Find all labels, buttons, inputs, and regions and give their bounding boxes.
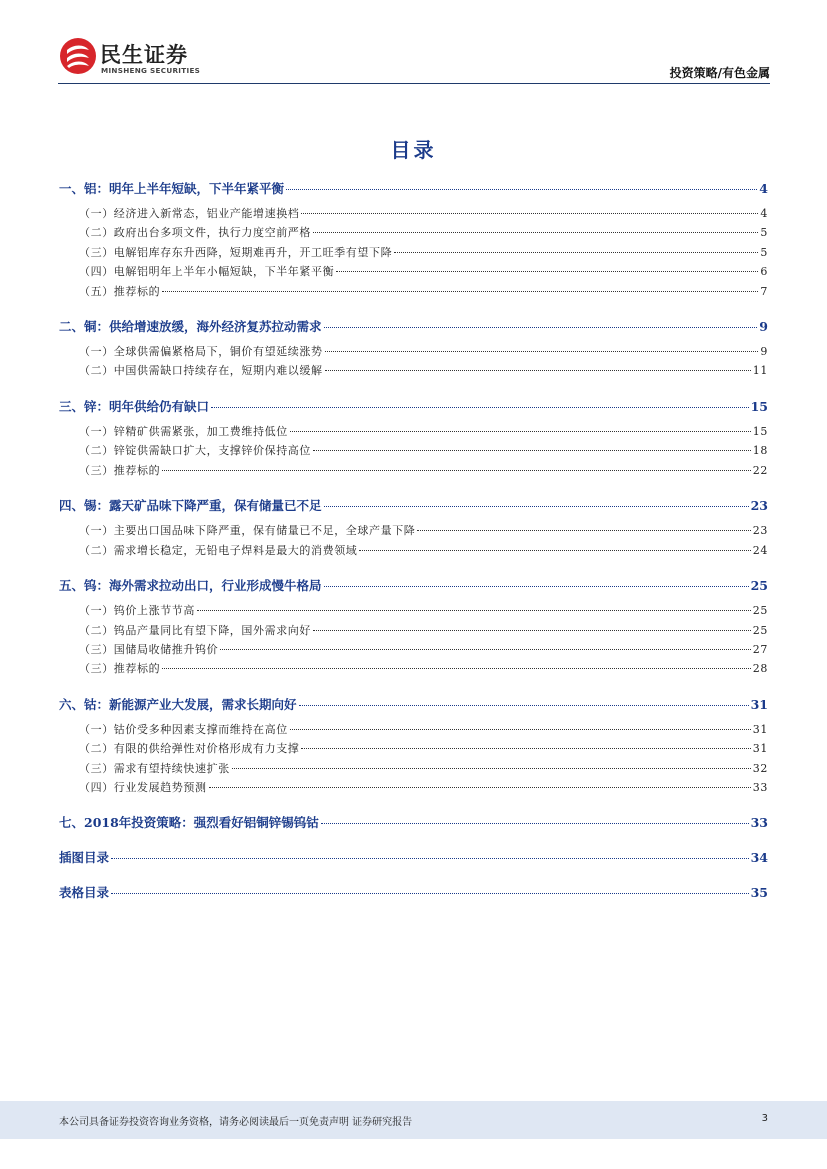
dot-leader — [301, 748, 750, 749]
toc-entry-label: （二）钨品产量同比有望下降，国外需求向好 — [79, 623, 311, 637]
dot-leader — [321, 823, 749, 824]
logo-english-name: MINSHENG SECURITIES — [101, 66, 201, 75]
dot-leader — [325, 370, 751, 371]
toc-section-entry[interactable] — [59, 695, 768, 712]
toc-entry-label: 七、2018年投资策略：强烈看好铝铜锌锡钨钴 — [59, 815, 319, 831]
table-of-contents — [59, 176, 768, 900]
dot-leader — [324, 327, 758, 328]
toc-entry-label: （一）全球供需偏紧格局下，铜价有望延续涨势 — [79, 345, 323, 359]
dot-leader — [111, 858, 749, 859]
dot-leader — [162, 291, 758, 292]
toc-entry-label: （三）需求有望持续快速扩张 — [79, 761, 230, 775]
report-category: 投资策略/有色金属 — [669, 66, 770, 80]
toc-subsection-entry[interactable] — [59, 660, 768, 677]
toc-subsection-entry[interactable] — [59, 542, 768, 559]
toc-entry-page: 24 — [752, 543, 768, 557]
toc-subsection-entry[interactable] — [59, 224, 768, 241]
company-logo — [58, 36, 248, 80]
toc-entry-page: 33 — [752, 780, 768, 794]
toc-entry-page: 23 — [750, 498, 768, 514]
toc-entry-label: （二）有限的供给弹性对价格形成有力支撑 — [79, 742, 300, 756]
toc-entry-page: 28 — [752, 662, 768, 676]
toc-entry-label: （三）推荐标的 — [79, 662, 161, 676]
toc-subsection-entry[interactable] — [59, 442, 768, 459]
dot-leader — [324, 506, 749, 507]
toc-subsection-entry[interactable] — [59, 740, 768, 757]
toc-entry-page: 31 — [752, 722, 768, 736]
toc-entry-label: 插图目录 — [59, 850, 110, 866]
toc-section-entry[interactable] — [59, 179, 768, 196]
page-header — [58, 30, 770, 82]
dot-leader — [290, 729, 751, 730]
toc-subsection-entry[interactable] — [59, 622, 768, 639]
footer-disclaimer: 本公司具备证券投资咨询业务资格，请务必阅读最后一页免责声明 证券研究报告 — [59, 1117, 413, 1128]
toc-section-entry[interactable] — [59, 813, 768, 830]
toc-entry-page: 25 — [752, 604, 768, 618]
toc-entry-page: 33 — [750, 815, 768, 831]
toc-entry-label: （三）国储局收储推升钨价 — [79, 642, 219, 656]
toc-entry-page: 31 — [750, 696, 768, 712]
minsheng-logo-icon — [58, 36, 98, 76]
toc-entry-label: 五、钨：海外需求拉动出口，行业形成慢牛格局 — [59, 578, 322, 594]
toc-entry-page: 15 — [750, 398, 768, 414]
toc-entry-label: 二、铜：供给增速放缓，海外经济复苏拉动需求 — [59, 319, 322, 335]
toc-section-entry[interactable] — [59, 883, 768, 900]
toc-entry-page: 15 — [752, 424, 768, 438]
dot-leader — [394, 252, 758, 253]
toc-entry-page: 18 — [752, 444, 768, 458]
page-footer — [0, 1101, 827, 1139]
toc-entry-label: 一、铝：明年上半年短缺，下半年紧平衡 — [59, 181, 285, 196]
toc-subsection-entry[interactable] — [59, 423, 768, 440]
dot-leader — [313, 450, 751, 451]
toc-entry-page: 4 — [759, 181, 768, 196]
toc-subsection-entry[interactable] — [59, 462, 768, 479]
toc-entry-page: 11 — [752, 364, 768, 378]
toc-entry-page: 23 — [752, 524, 768, 538]
toc-subsection-entry[interactable] — [59, 602, 768, 619]
toc-entry-label: （一）锌精矿供需紧张，加工费维持低位 — [79, 424, 288, 438]
toc-subsection-entry[interactable] — [59, 721, 768, 738]
dot-leader — [359, 550, 750, 551]
toc-subsection-entry[interactable] — [59, 205, 768, 222]
dot-leader — [162, 470, 751, 471]
toc-entry-label: （二）政府出台多项文件，执行力度空前严格 — [79, 226, 311, 240]
toc-subsection-entry[interactable] — [59, 641, 768, 658]
toc-subsection-entry[interactable] — [59, 283, 768, 300]
dot-leader — [211, 407, 749, 408]
toc-subsection-entry[interactable] — [59, 779, 768, 796]
toc-entry-label: （一）经济进入新常态，铝业产能增速换档 — [79, 207, 300, 220]
toc-entry-page: 25 — [752, 623, 768, 637]
toc-entry-page: 22 — [752, 463, 768, 477]
toc-section-entry[interactable] — [59, 848, 768, 865]
toc-subsection-entry[interactable] — [59, 263, 768, 280]
toc-entry-label: （二）需求增长稳定，无铅电子焊料是最大的消费领域 — [79, 543, 358, 557]
toc-entry-page: 5 — [760, 245, 768, 259]
page-number: 3 — [761, 1113, 768, 1124]
toc-entry-label: 六、钴：新能源产业大发展，需求长期向好 — [59, 696, 297, 712]
dot-leader — [336, 271, 758, 272]
dot-leader — [220, 649, 751, 650]
dot-leader — [417, 530, 750, 531]
toc-entry-page: 6 — [760, 265, 768, 279]
toc-entry-label: 三、锌：明年供给仍有缺口 — [59, 398, 210, 414]
toc-subsection-entry[interactable] — [59, 522, 768, 539]
toc-section-entry[interactable] — [59, 576, 768, 593]
toc-entry-page: 31 — [752, 742, 768, 756]
toc-title: 目录 — [390, 138, 437, 162]
toc-entry-label: （三）推荐标的 — [79, 463, 161, 477]
logo-chinese-name: 民生证券 — [100, 43, 188, 67]
toc-entry-label: （五）推荐标的 — [79, 284, 161, 298]
toc-entry-label: （三）电解铝库存东升西降，短期难再升，开工旺季有望下降 — [79, 245, 393, 259]
toc-subsection-entry[interactable] — [59, 343, 768, 360]
toc-entry-page: 35 — [750, 885, 768, 901]
toc-entry-page: 25 — [750, 578, 768, 594]
toc-entry-page: 32 — [752, 761, 768, 775]
toc-entry-page: 5 — [760, 226, 768, 240]
dot-leader — [325, 351, 759, 352]
dot-leader — [290, 431, 751, 432]
dot-leader — [111, 893, 749, 894]
toc-entry-label: （二）锌锭供需缺口扩大，支撑锌价保持高位 — [79, 444, 311, 458]
dot-leader — [232, 768, 751, 769]
toc-entry-label: 四、锡：露天矿品味下降严重，保有储量已不足 — [59, 498, 322, 514]
toc-entry-label: （二）中国供需缺口持续存在，短期内难以缓解 — [79, 364, 323, 378]
toc-entry-page: 9 — [760, 345, 768, 359]
toc-entry-page: 7 — [760, 284, 768, 298]
toc-entry-page: 4 — [760, 207, 768, 220]
toc-entry-page: 27 — [752, 642, 768, 656]
toc-entry-label: （四）电解铝明年上半年小幅短缺，下半年紧平衡 — [79, 265, 335, 279]
dot-leader — [286, 189, 757, 190]
toc-entry-label: （一）钴价受多种因素支撑而维持在高位 — [79, 722, 288, 736]
toc-section-entry[interactable] — [59, 317, 768, 334]
toc-section-entry[interactable] — [59, 496, 768, 513]
toc-subsection-entry[interactable] — [59, 244, 768, 261]
toc-entry-page: 9 — [759, 319, 768, 335]
toc-entry-label: （一）主要出口国品味下降严重，保有储量已不足，全球产量下降 — [79, 524, 416, 538]
toc-subsection-entry[interactable] — [59, 760, 768, 777]
toc-entry-page: 34 — [750, 850, 768, 866]
dot-leader — [313, 630, 751, 631]
dot-leader — [209, 787, 751, 788]
dot-leader — [324, 586, 749, 587]
dot-leader — [197, 610, 751, 611]
dot-leader — [299, 705, 749, 706]
toc-section-entry[interactable] — [59, 397, 768, 414]
header-divider — [58, 83, 770, 84]
toc-entry-label: 表格目录 — [59, 885, 110, 901]
dot-leader — [162, 668, 751, 669]
toc-subsection-entry[interactable] — [59, 362, 768, 379]
toc-entry-label: （一）钨价上涨节节高 — [79, 604, 195, 618]
dot-leader — [301, 213, 758, 214]
toc-entry-label: （四）行业发展趋势预测 — [79, 780, 207, 794]
dot-leader — [313, 232, 758, 233]
